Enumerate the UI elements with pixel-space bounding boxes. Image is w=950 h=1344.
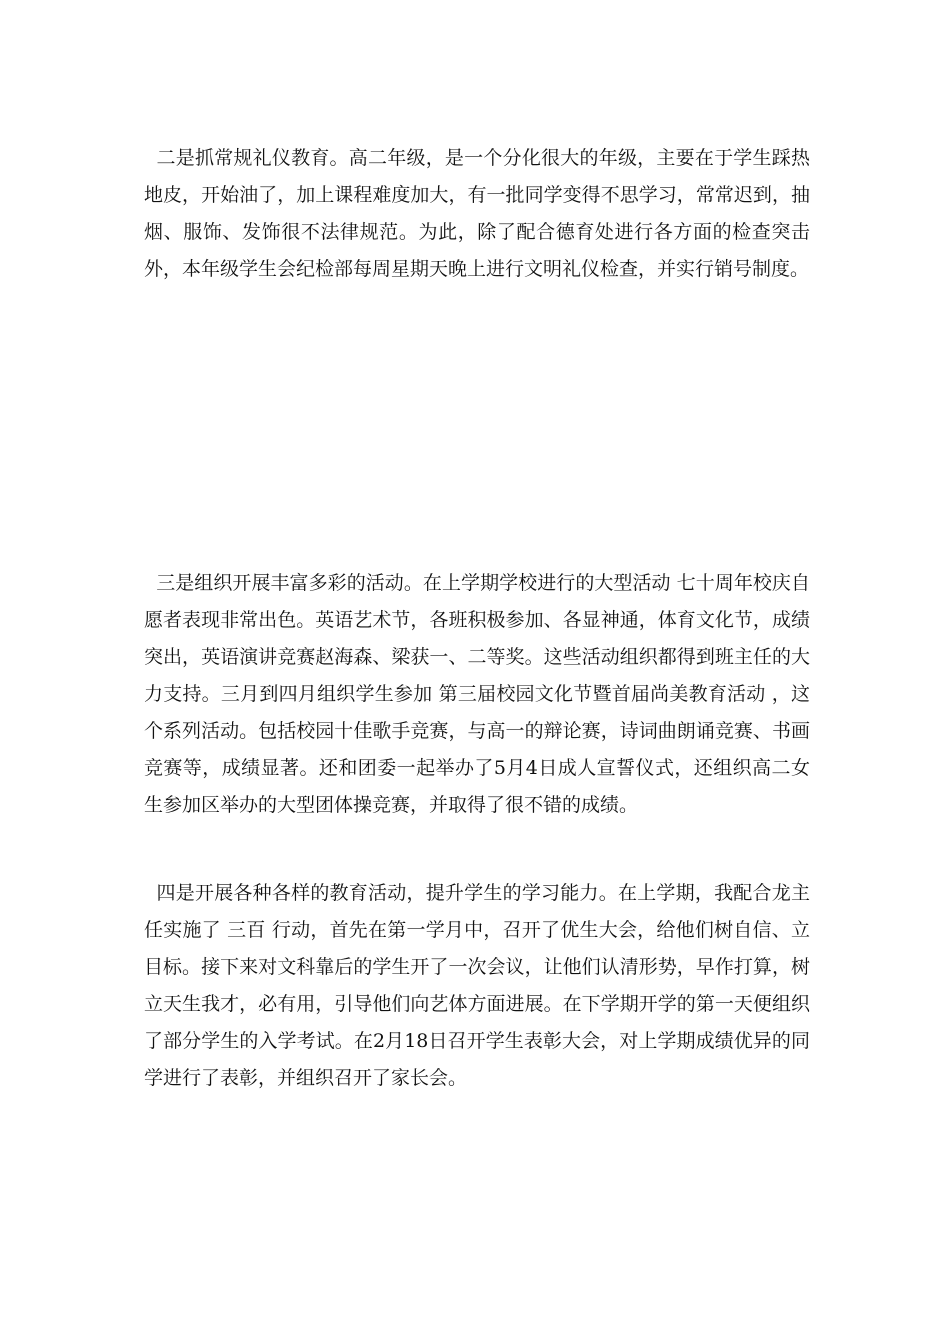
paragraph-activities: 三是组织开展丰富多彩的活动。在上学期学校进行的大型活动 七十周年校庆自愿者表现非常出色。英语艺术节，各班积极参加、各显神通，体育文化节，成绩突出，英语演讲竞赛赵海森、梁获一、二等奖。这些活动组织都得到班主任的大力支持。三月到四月组织学生参加 第三届校园文化节暨首届尚美教育活动 ，这个系列活动。包括校园十佳歌手竞赛，与高一的辩论赛，诗词曲朗诵竞赛、书画竞赛等，成绩显著。还和团委一起举办了5月4日成人宣誓仪式，还组织高二女生参加区举办的大型团体操竞赛，并取得了很不错的成绩。 [144,572,810,816]
paragraph-learning-ability: 四是开展各种各样的教育活动，提升学生的学习能力。在上学期，我配合龙主任实施了 三百 行动，首先在第一学月中，召开了优生大会，给他们树自信、立目标。接下来对文科靠后的学生开了一次会议，让他们认清形势，早作打算，树立天生我才，必有用，引导他们向艺体方面进展。在下学期开学的第一天便组织了部分学生的入学考试。在2月18日召开学生表彰大会，对上学期成绩优异的同学进行了表彰，并组织召开了家长会。 [144,882,810,1089]
paragraph-etiquette-education: 二是抓常规礼仪教育。高二年级，是一个分化很大的年级，主要在于学生踩热地皮，开始油了，加上课程难度加大，有一批同学变得不思学习，常常迟到，抽烟、服饰、发饰很不法律规范。为此，除了配合德育处进行各方面的检查突击外，本年级学生会纪检部每周星期天晚上进行文明礼仪检查，并实行销号制度。 [144,147,810,280]
